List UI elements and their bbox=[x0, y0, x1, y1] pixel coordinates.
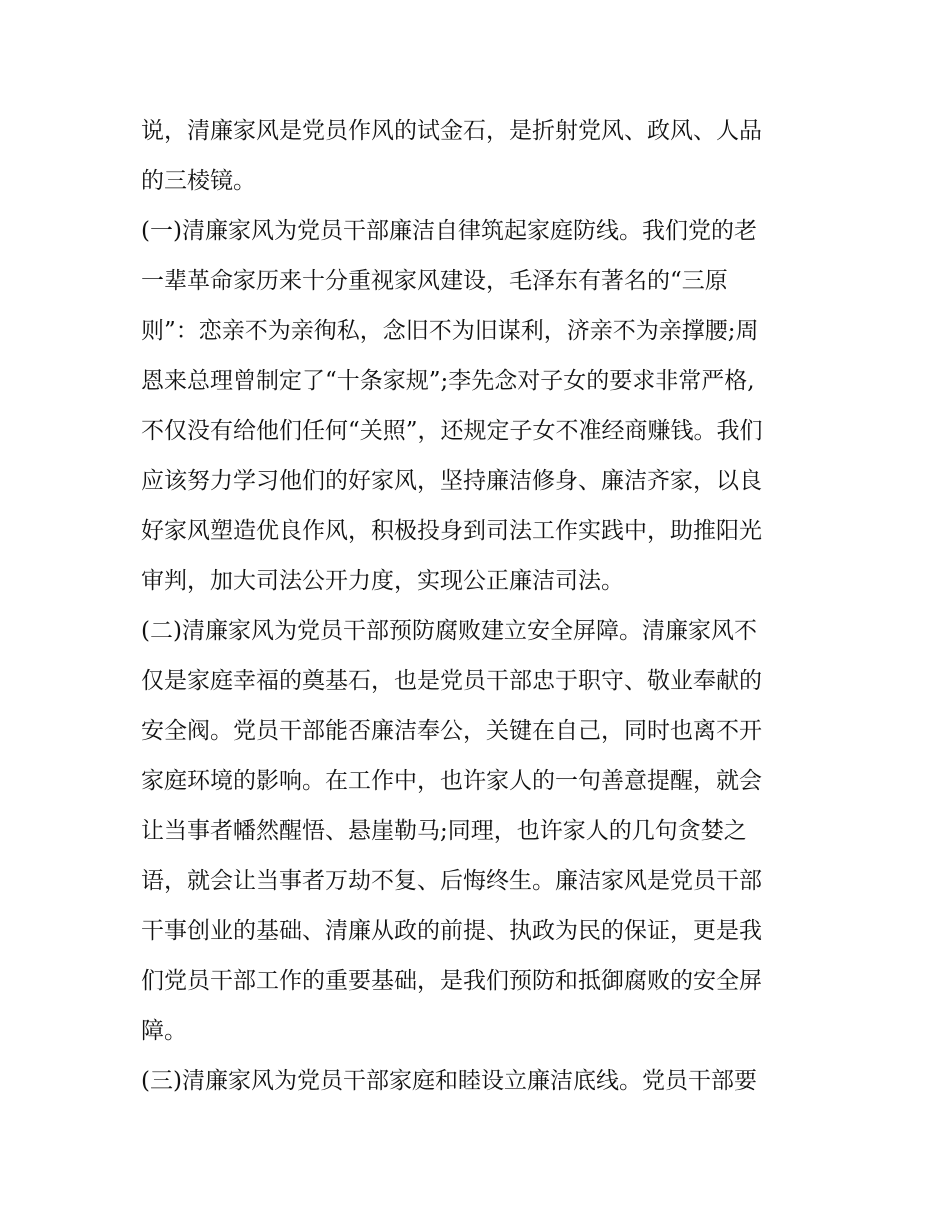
text-line: 的三棱镜。 bbox=[141, 168, 256, 194]
text-line: 一辈革命家历来十分重视家风建设，毛泽东有著名的“三原 bbox=[141, 268, 728, 294]
text-line: 让当事者幡然醒悟、悬崖勒马;同理，也许家人的几句贪婪之 bbox=[141, 818, 747, 844]
paragraph-one-start: (一)清廉家风为党员干部廉洁自律筑起家庭防线。我们党的老 bbox=[141, 218, 757, 244]
text-line: 语，就会让当事者万劫不复、后悔终生。廉洁家风是党员干部 bbox=[141, 868, 762, 894]
text-line: 障。 bbox=[141, 1018, 187, 1044]
text-line: 安全阀。党员干部能否廉洁奉公，关键在自己，同时也离不开 bbox=[141, 718, 762, 744]
text-line: 审判，加大司法公开力度，实现公正廉洁司法。 bbox=[141, 568, 624, 594]
text-line: 应该努力学习他们的好家风，坚持廉洁修身、廉洁齐家，以良 bbox=[141, 468, 762, 494]
text-line: 们党员干部工作的重要基础，是我们预防和抵御腐败的安全屏 bbox=[141, 968, 762, 994]
paragraph-three-start: (三)清廉家风为党员干部家庭和睦设立廉洁底线。党员干部要 bbox=[141, 1068, 757, 1094]
text-line: 家庭环境的影响。在工作中，也许家人的一句善意提醒，就会 bbox=[141, 768, 762, 794]
text-line: 仅是家庭幸福的奠基石，也是党员干部忠于职守、敬业奉献的 bbox=[141, 668, 762, 694]
text-line: 恩来总理曾制定了“十条家规”;李先念对子女的要求非常严格, bbox=[141, 368, 755, 394]
document-body bbox=[141, 110, 811, 1110]
text-line: 则”：恋亲不为亲徇私，念旧不为旧谋利，济亲不为亲撑腰;周 bbox=[141, 318, 759, 344]
text-line: 不仅没有给他们任何“关照”，还规定子女不准经商赚钱。我们 bbox=[141, 418, 763, 444]
text-line: 好家风塑造优良作风，积极投身到司法工作实践中，助推阳光 bbox=[141, 518, 762, 544]
text-line: 说，清廉家风是党员作风的试金石，是折射党风、政风、人品 bbox=[141, 118, 762, 144]
text-line: 干事创业的基础、清廉从政的前提、执政为民的保证，更是我 bbox=[141, 918, 762, 944]
paragraph-two-start: (二)清廉家风为党员干部预防腐败建立安全屏障。清廉家风不 bbox=[141, 618, 757, 644]
